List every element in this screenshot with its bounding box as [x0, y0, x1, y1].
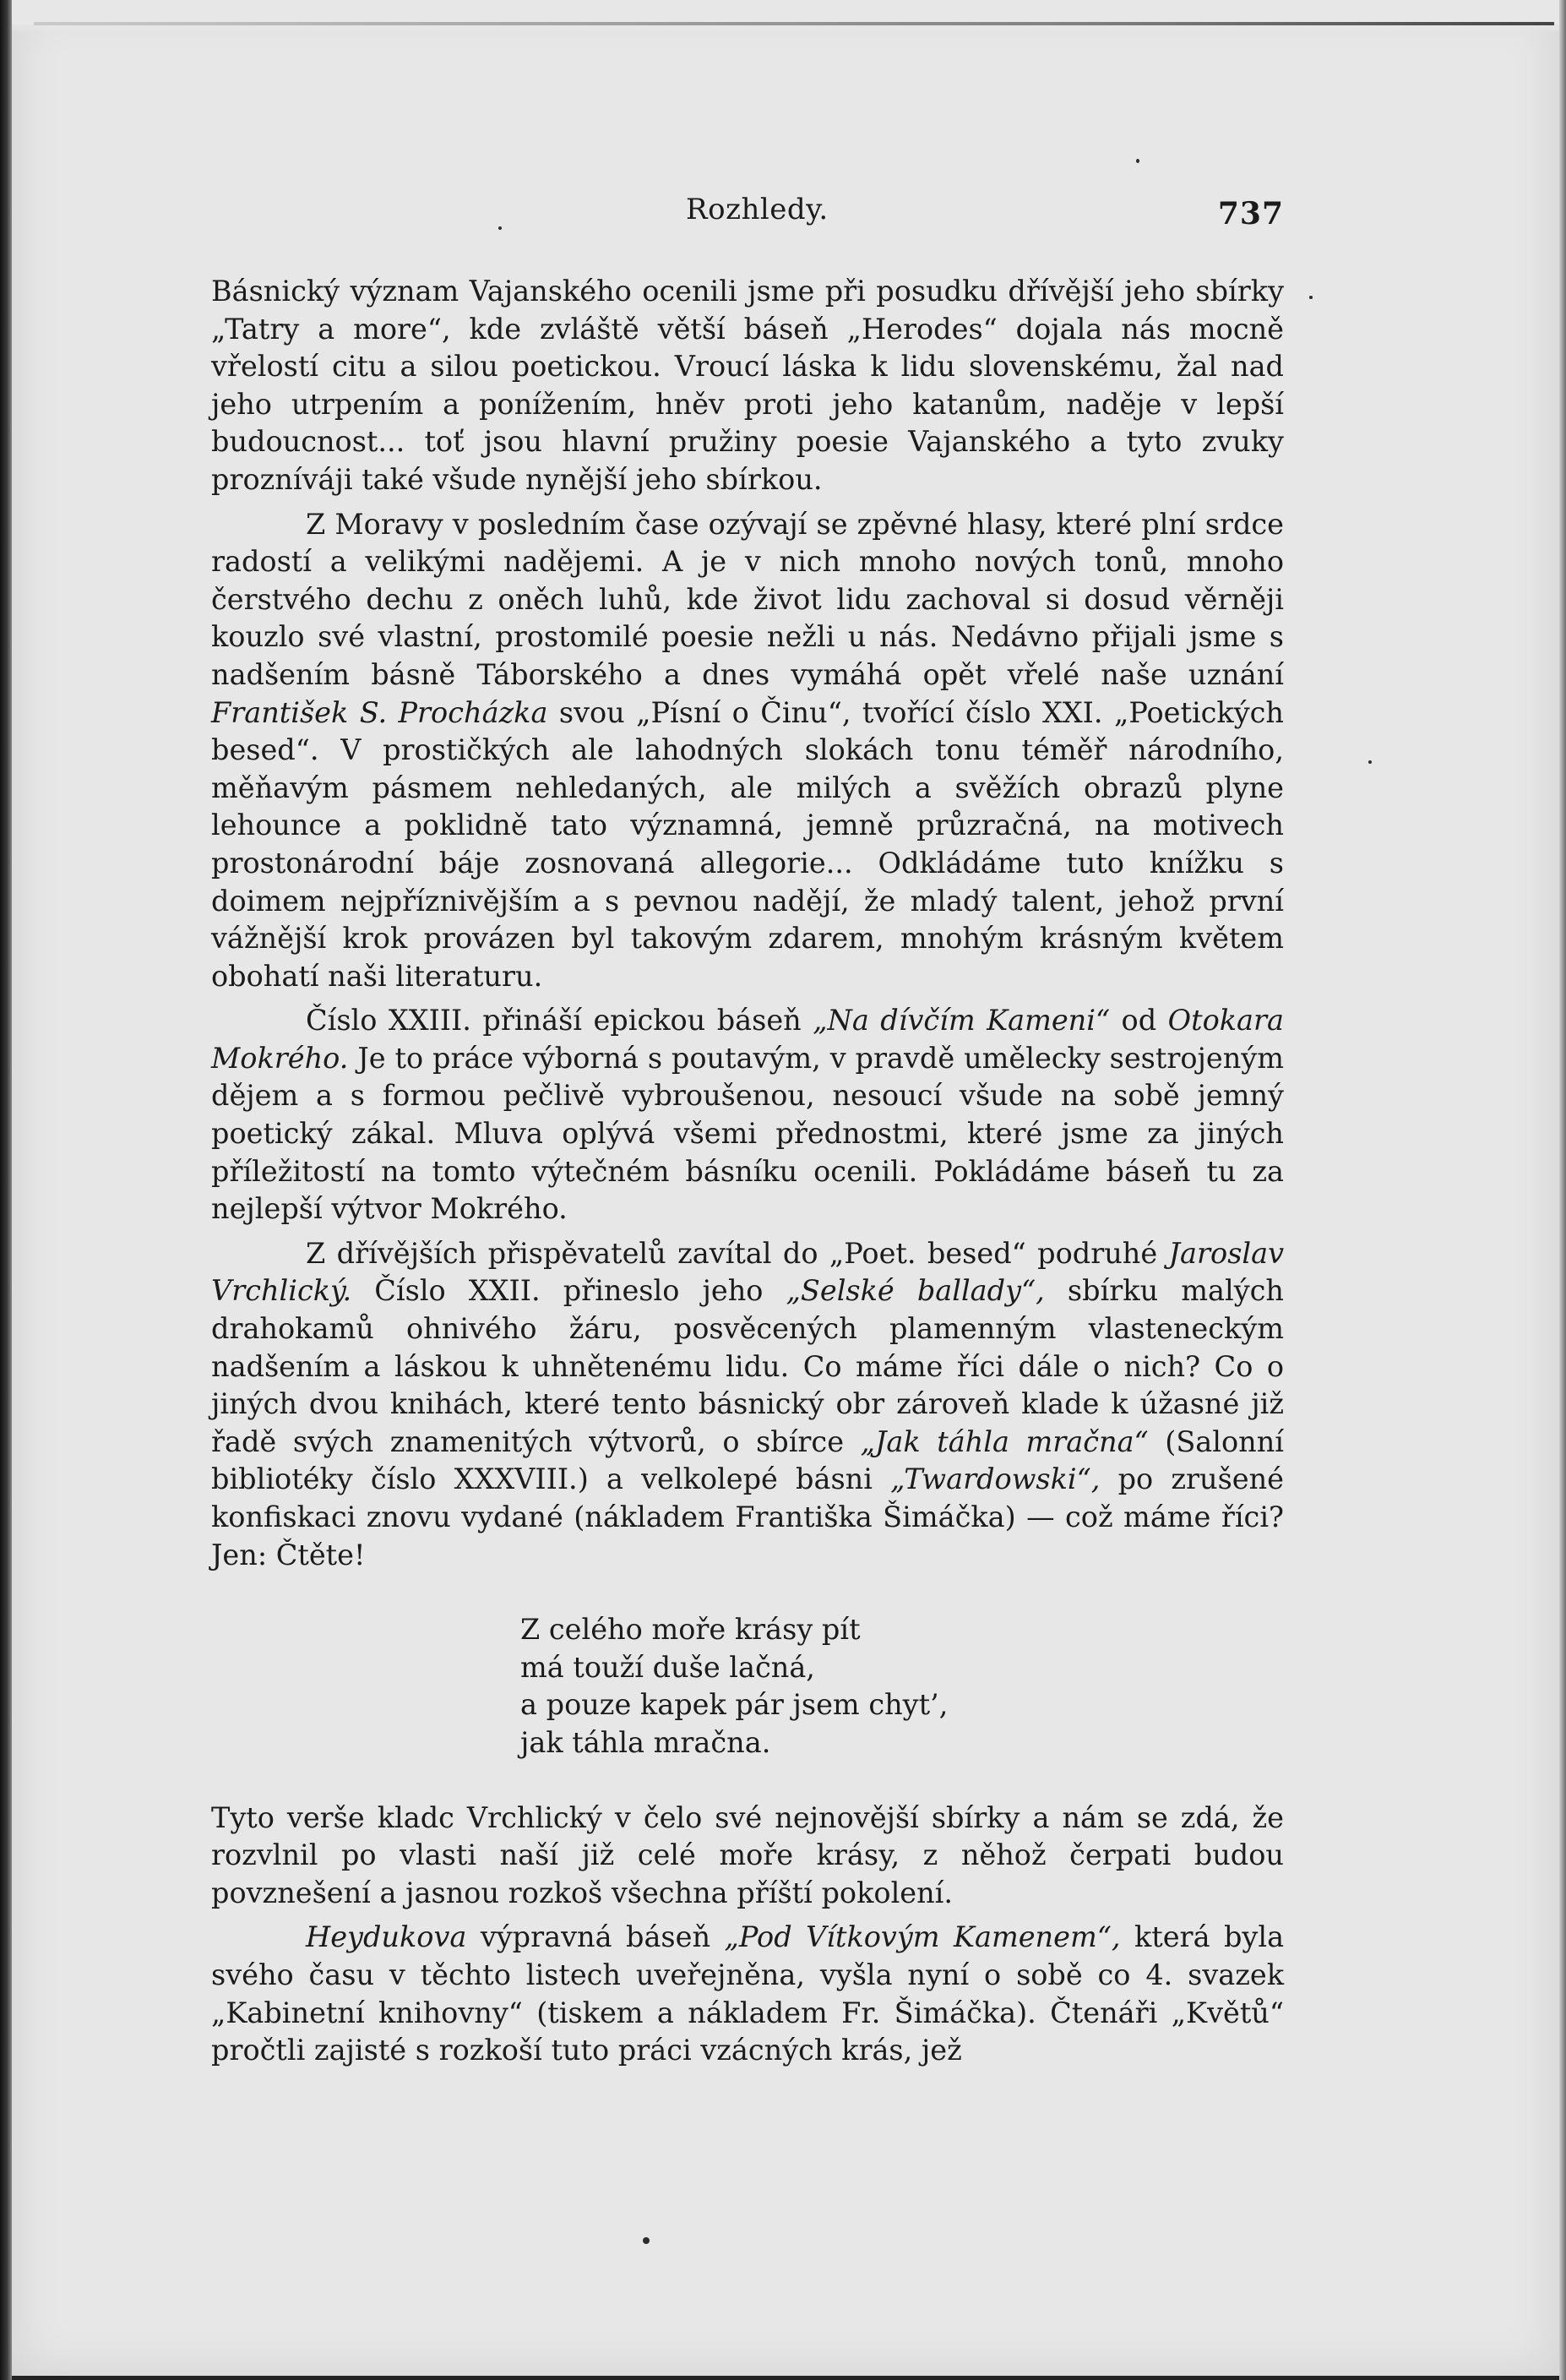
page-right-edge — [1559, 0, 1566, 2380]
page-top-edge — [12, 0, 1566, 34]
paragraph-4-title-1: „Selské ballady“, — [786, 1274, 1045, 1308]
paragraph-3-text-c: Je to práce výborná s poutavým, v pravdě umělecky sestrojeným dějem a s formou pečlivě vybroušenou, nesoucí všude na sobě jemný poetický zákal. Mluva oplývá všemi přednostmi, které jsme za jiných příležitostí na tomto výtečném básníku ocenili. Pokládáme báseň tu za nejlepší výtvor Mokrého. — [211, 1041, 1284, 1226]
print-speck — [1309, 296, 1313, 299]
paragraph-6 — [211, 1919, 1284, 2069]
running-title: Rozhledy. — [686, 193, 829, 226]
paragraph-6-author: Heydukova — [306, 1920, 467, 1954]
poem-line: má touží duše lačná, — [520, 1650, 815, 1684]
poem-line: jak táhla mračna. — [520, 1725, 771, 1759]
paragraph-2 — [211, 506, 1284, 996]
page-number: 737 — [1217, 196, 1284, 231]
paragraph-4-author: Jaroslav Vrchlický. — [211, 1236, 1284, 1308]
article-body — [211, 273, 1284, 2070]
paragraph-2-text-a: Z Moravy v posledním čase ozývají se zpěvné hlasy, které plní srdce radostí a velikými nadějemi. A je v nich mnoho nových tonů, mnoho čerstvého dechu z oněch luhů, kde život lidu zachoval si dosud věrněji kouzlo své vlastní, prostomilé poesie nežli u nás. Nedávno přijali jsme s nadšením básně Táborského a dnes vymáhá opět vřelé naše uznání — [211, 507, 1284, 691]
poem-quote — [520, 1611, 1284, 1762]
paragraph-4-text-e: po zrušené konfiskaci znovu vydané (nákladem Františka Šimáčka) — což máme říci? Jen: Čtěte! — [211, 1462, 1285, 1571]
paragraph-3-text-b: od — [1121, 1004, 1157, 1038]
paragraph-4-title-3: „Twardowski“, — [890, 1462, 1101, 1496]
print-speck — [643, 2237, 650, 2244]
paragraph-3-text-a: Číslo XXIII. přináší epickou báseň — [306, 1004, 802, 1038]
print-speck — [1368, 760, 1372, 764]
paragraph-3-author: Otokara Mokrého. — [211, 1004, 1284, 1075]
paragraph-1 — [211, 273, 1284, 499]
paragraph-4-text-a: Z dřívějších přispěvatelů zavítal do „Poet. besed“ podruhé — [306, 1236, 1158, 1270]
paragraph-4 — [211, 1235, 1284, 1574]
print-speck — [498, 226, 502, 230]
print-speck — [1136, 159, 1139, 163]
paragraph-6-title: „Pod Vítkovým Kamenem“, — [724, 1920, 1121, 1954]
paragraph-4-title-2: „Jak táhla mračna“ — [860, 1424, 1149, 1458]
paragraph-4-text-b: Číslo XXII. přineslo jeho — [374, 1274, 764, 1308]
paragraph-6-text-b: která byla svého času v těchto listech uveřejněna, vyšla nyní o sobě co 4. svazek „Kabinetní knihovny“ (tiskem a nákladem Fr. Šimáčka). Čtenáři „Květů“ pročtli zajisté s rozkoší tuto práci vzácných krás, jež — [211, 1920, 1285, 2067]
page-left-edge — [0, 0, 12, 2380]
paragraph-3-title: „Na dívčím Kameni“ — [813, 1004, 1111, 1038]
page-header — [211, 193, 1284, 240]
poem-line: a pouze kapek pár jsem chyt’, — [520, 1688, 949, 1722]
paragraph-2-author: František S. Procházka — [211, 695, 548, 729]
paragraph-3 — [211, 1002, 1284, 1228]
paragraph-5 — [211, 1800, 1284, 1913]
paragraph-4-text-c: sbírku malých drahokamů ohnivého žáru, posvěcených plamenným vlasteneckým nadšením a láskou k uhnětenému lidu. Co máme říci dále o nich? Co o jiných dvou knihách, které tento básnický obr zároveň klade k úžasné již řadě svých znamenitých výtvorů, o sbírce — [211, 1274, 1284, 1458]
paragraph-5-text: Tyto verše kladc Vrchlický v čelo své nejnovější sbírky a nám se zdá, že rozvlnil po vlasti naší již celé moře krásy, z něhož čerpati budou povznešení a jasnou rozkoš všechna příští pokolení. — [211, 1800, 1284, 1909]
poem-line: Z celého moře krásy pít — [520, 1613, 861, 1647]
paragraph-4-text-d: (Salonní bibliotéky číslo XXXVIII.) a velkolepé básni — [211, 1424, 1285, 1496]
paragraph-2-text-b: svou „Písní o Činu“, tvořící číslo XXI. „Poetických besed“. V prostičkých ale lahodných slokách tonu téměř národního, měňavým pásmem nehledaných, ale milých a svěžích obrazů plyne lehounce a poklidně tato významná, jemně průzračná, na motivech prostonárodní báje zosnovaná allegorie... Odkládáme tuto knížku s doimem nejpříznivějším a s pevnou nadějí, že mladý talent, jehož první vážnější krok provázen byl takovým zdarem, mnohým krásným květem obohatí naši literaturu. — [211, 695, 1284, 993]
page-top-shadow-rule — [34, 22, 1554, 25]
paragraph-6-text-a: výpravná báseň — [480, 1920, 711, 1954]
paragraph-1-text: Básnický význam Vajanského ocenili jsme při posudku dřívější jeho sbírky „Tatry a more“, kde zvláště větší báseň „Herodes“ dojala nás mocně vřelostí citu a silou poetickou. Vroucí láska k lidu slovenskému, žal nad jeho utrpením a ponížením, hněv proti jeho katanům, naděje v lepší budoucnost... toť jsou hlavní pružiny poesie Vajanského a tyto zvuky prozníváji také všude nynější jeho sbírkou. — [211, 275, 1284, 496]
